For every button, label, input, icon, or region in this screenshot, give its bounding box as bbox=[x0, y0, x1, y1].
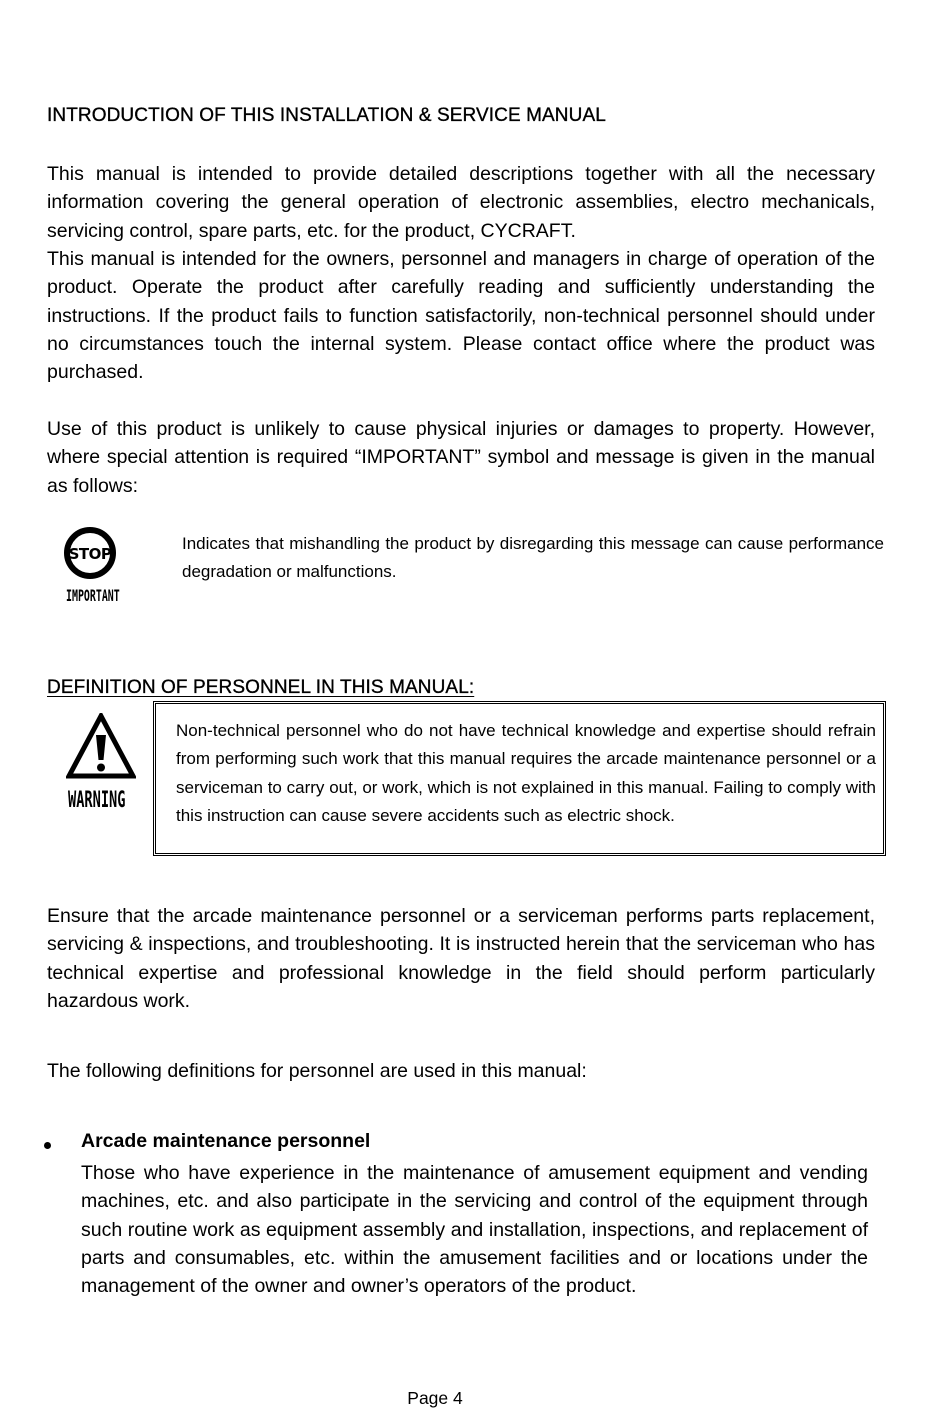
important-message: Indicates that mishandling the product by disregarding this message can cause performance degradation or malfunctions. bbox=[182, 534, 884, 582]
intro-paragraph-2: This manual is intended for the owners, personnel and managers in charge of operation of the product. Operate the product after carefully reading and sufficiently understanding the instructions. If the product fails to function satisfactorily, non-technical personnel should under no circumstances touch the internal system. Please contact office where the product was purchased. bbox=[47, 248, 875, 384]
personnel-item-title: Arcade maintenance personnel bbox=[81, 1130, 371, 1152]
warning-message: Non-technical personnel who do not have technical knowledge and expertise should refrain from performing such work that this manual requires the arcade maintenance personnel or a serviceman to carry out, or work, which is not explained in this manual. Failing to comply with this instruction can cause severe accidents such as electric shock. bbox=[176, 721, 876, 825]
intro-heading: INTRODUCTION OF THIS INSTALLATION & SERVICE MANUAL bbox=[47, 105, 606, 126]
intro-paragraph-1: This manual is intended to provide detailed descriptions together with all the necessary information covering the general operation of electronic assemblies, electro mechanicals, servicing control, spare parts, etc. for the product, CYCRAFT. bbox=[47, 163, 875, 242]
stop-icon-text: STOP bbox=[68, 544, 112, 563]
important-label: IMPORTANT bbox=[66, 586, 120, 605]
definition-heading: DEFINITION OF PERSONNEL IN THIS MANUAL: bbox=[47, 677, 475, 698]
warning-label: WARNING bbox=[68, 788, 126, 813]
intro-paragraph-3: Use of this product is unlikely to cause physical injuries or damages to property. However, where special attention is required “IMPORTANT” symbol and message is given in the manual as follows: bbox=[47, 418, 875, 497]
warning-triangle-icon bbox=[66, 713, 136, 779]
definition-paragraph-2: The following definitions for personnel are used in this manual: bbox=[47, 1060, 587, 1082]
important-symbol bbox=[64, 527, 134, 617]
page-number: Page 4 bbox=[407, 1388, 463, 1408]
personnel-item-description: Those who have experience in the maintenance of amusement equipment and vending machines, etc. and also participate in the servicing and control of the equipment through such routine work as equipment assembly and installation, inspections, and replacement of parts and consumables, etc. within the amusement facilities and or locations under the management of the owner and owner’s operators of the product. bbox=[81, 1162, 868, 1298]
list-bullet bbox=[44, 1142, 51, 1149]
warning-message-box bbox=[153, 701, 886, 856]
warning-symbol bbox=[66, 713, 146, 813]
stop-icon bbox=[64, 527, 116, 579]
definition-paragraph-1: Ensure that the arcade maintenance personnel or a serviceman performs parts replacement, servicing & inspections, and troubleshooting. It is instructed herein that the serviceman who has technical expertise and professional knowledge in the field should perform particularly hazardous work. bbox=[47, 905, 875, 1012]
